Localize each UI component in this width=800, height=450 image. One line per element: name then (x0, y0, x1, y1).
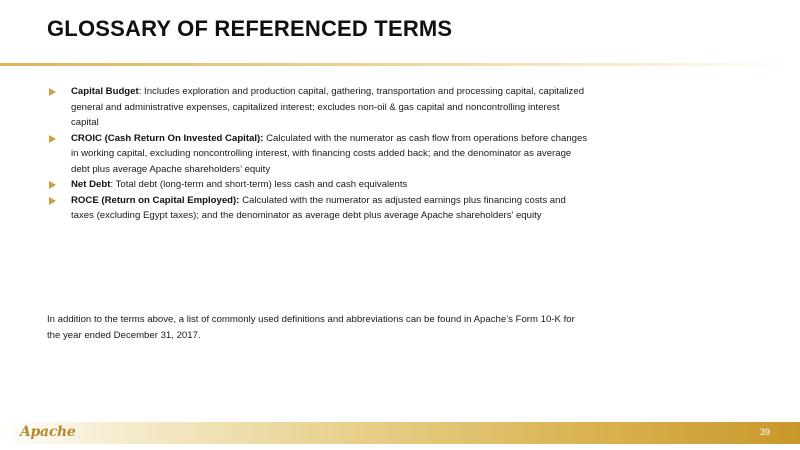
term-definition: Calculated with the numerator as adjusted earnings plus financing costs and taxes (excluding Egypt taxes); and the denominator as average debt plus average Apache shareholders’ equity (71, 194, 566, 221)
triangle-bullet-icon (49, 181, 56, 189)
glossary-item-roce (49, 193, 589, 224)
page-title: GLOSSARY OF REFERENCED TERMS (47, 16, 453, 41)
term-name: CROIC (Cash Return On Invested Capital): (71, 132, 264, 144)
glossary-item-croic (49, 131, 589, 178)
footer-bar (0, 422, 800, 444)
page-number: 39 (759, 427, 770, 437)
footnote-text: In addition to the terms above, a list of commonly used definitions and abbreviations can be found in Apache’s Form 10-K for the year ended December 31, 2017. (47, 314, 575, 341)
triangle-bullet-icon (49, 197, 56, 205)
term-definition: : Total debt (long-term and short-term) less cash and cash equivalents (110, 179, 408, 190)
glossary-list (49, 84, 589, 224)
term-name: Capital Budget (71, 86, 139, 97)
apache-logo: Apache (20, 424, 76, 440)
triangle-bullet-icon (49, 88, 56, 96)
term-definition: Calculated with the numerator as cash flow from operations before changes in working capital, excluding noncontrolling interest, with financing costs added back; and the denominator as average debt plus average Apache shareholders’ equity (71, 132, 588, 175)
term-name: ROCE (Return on Capital Employed): (71, 194, 240, 206)
triangle-bullet-icon (49, 135, 56, 143)
term-name: Net Debt (71, 179, 111, 190)
glossary-item-capital-budget (49, 84, 589, 131)
glossary-item-net-debt (49, 177, 589, 193)
title-divider (0, 63, 800, 66)
term-definition: : Includes exploration and production capital, gathering, transportation and processing capital, capitalized general and administrative expenses, capitalized interest; excludes non-oil & gas capital and noncontrolling interest capital (71, 86, 585, 128)
